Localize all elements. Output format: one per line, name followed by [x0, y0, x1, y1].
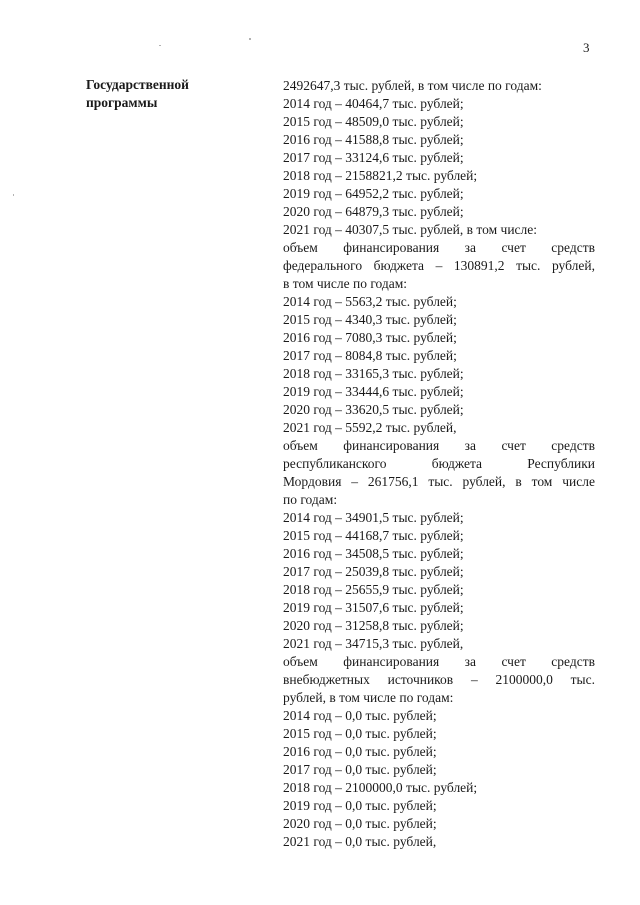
- word: –: [351, 474, 359, 489]
- word: бюджета: [431, 456, 483, 471]
- year-line: 2019 год – 33444,6 тыс. рублей;: [283, 384, 464, 399]
- year-line: 2018 год – 25655,9 тыс. рублей;: [283, 582, 464, 597]
- row-label-line: программы: [86, 95, 158, 110]
- year-line: 2014 год – 5563,2 тыс. рублей;: [283, 294, 457, 309]
- year-line: 2021 год – 5592,2 тыс. рублей,: [283, 420, 457, 435]
- year-line: 2019 год – 31507,6 тыс. рублей;: [283, 600, 464, 615]
- word: 261756,1: [367, 474, 419, 489]
- row-label: [86, 76, 256, 112]
- year-line: 2014 год – 0,0 тыс. рублей;: [283, 708, 437, 723]
- republic-by-years-line: по годам:: [283, 492, 338, 507]
- year-line: 2016 год – 41588,8 тыс. рублей;: [283, 132, 464, 147]
- word: 2100000,0: [495, 672, 553, 687]
- funding-text: [283, 77, 595, 851]
- word: за: [464, 654, 476, 669]
- word: финансирования: [343, 438, 440, 453]
- intro-line: 2492647,3 тыс. рублей, в том числе по годам:: [283, 78, 542, 93]
- word: республиканского: [283, 456, 387, 471]
- word: источников: [387, 672, 454, 687]
- word: счет: [501, 438, 526, 453]
- word: объем: [283, 654, 318, 669]
- word: рублей,: [462, 474, 506, 489]
- word: в: [515, 474, 522, 489]
- federal-amount-line: [283, 257, 595, 275]
- republic-years-list: [283, 509, 595, 653]
- scan-speck: [249, 38, 251, 40]
- year-line: 2016 год – 0,0 тыс. рублей;: [283, 744, 437, 759]
- year-line: 2016 год – 34508,5 тыс. рублей;: [283, 546, 464, 561]
- federal-heading-line: [283, 239, 595, 257]
- year-line: 2014 год – 34901,5 тыс. рублей;: [283, 510, 464, 525]
- word: счет: [501, 240, 526, 255]
- word: Республики: [527, 456, 595, 471]
- year-line: 2018 год – 33165,3 тыс. рублей;: [283, 366, 464, 381]
- republic-amount-line: [283, 473, 595, 491]
- federal-years-list: [283, 293, 595, 437]
- year-line: 2015 год – 0,0 тыс. рублей;: [283, 726, 437, 741]
- word: счет: [501, 654, 526, 669]
- republic-budget-line: [283, 455, 595, 473]
- word: федерального: [283, 258, 363, 273]
- word: числе: [562, 474, 595, 489]
- republic-heading-line: [283, 437, 595, 455]
- word: финансирования: [343, 654, 440, 669]
- word: –: [435, 258, 443, 273]
- word: объем: [283, 438, 318, 453]
- offbudget-amount-line: [283, 671, 595, 689]
- offbudget-years-list: [283, 707, 595, 851]
- year-line: 2021 год – 40307,5 тыс. рублей, в том числе:: [283, 222, 538, 237]
- word: за: [464, 438, 476, 453]
- word: том: [531, 474, 553, 489]
- word: внебюджетных: [283, 672, 370, 687]
- word: тыс.: [516, 258, 541, 273]
- year-line: 2019 год – 64952,2 тыс. рублей;: [283, 186, 464, 201]
- federal-by-years-line: в том числе по годам:: [283, 276, 408, 291]
- year-line: 2014 год – 40464,7 тыс. рублей;: [283, 96, 464, 111]
- year-line: 2021 год – 34715,3 тыс. рублей,: [283, 636, 464, 651]
- page-number: 3: [583, 40, 590, 55]
- offbudget-by-years-line: рублей, в том числе по годам:: [283, 690, 454, 705]
- word: средств: [551, 438, 595, 453]
- year-line: 2016 год – 7080,3 тыс. рублей;: [283, 330, 457, 345]
- year-line: 2020 год – 64879,3 тыс. рублей;: [283, 204, 464, 219]
- word: средств: [551, 654, 595, 669]
- year-line: 2017 год – 0,0 тыс. рублей;: [283, 762, 437, 777]
- word: бюджета: [373, 258, 425, 273]
- year-line: 2015 год – 4340,3 тыс. рублей;: [283, 312, 457, 327]
- word: тыс.: [570, 672, 595, 687]
- year-line: 2020 год – 33620,5 тыс. рублей;: [283, 402, 464, 417]
- year-line: 2020 год – 0,0 тыс. рублей;: [283, 816, 437, 831]
- year-line: 2018 год – 2158821,2 тыс. рублей;: [283, 168, 478, 183]
- word: –: [470, 672, 478, 687]
- word: Мордовия: [283, 474, 342, 489]
- year-line: 2017 год – 33124,6 тыс. рублей;: [283, 150, 464, 165]
- year-line: 2021 год – 0,0 тыс. рублей,: [283, 834, 437, 849]
- year-line: 2018 год – 2100000,0 тыс. рублей;: [283, 780, 478, 795]
- scan-speck: [13, 194, 14, 196]
- year-line: 2017 год – 25039,8 тыс. рублей;: [283, 564, 464, 579]
- word: 130891,2: [453, 258, 505, 273]
- year-line: 2017 год – 8084,8 тыс. рублей;: [283, 348, 457, 363]
- word: финансирования: [343, 240, 440, 255]
- word: объем: [283, 240, 318, 255]
- offbudget-heading-line: [283, 653, 595, 671]
- word: средств: [551, 240, 595, 255]
- word: рублей,: [551, 258, 595, 273]
- word: за: [464, 240, 476, 255]
- year-line: 2019 год – 0,0 тыс. рублей;: [283, 798, 437, 813]
- year-line: 2015 год – 44168,7 тыс. рублей;: [283, 528, 464, 543]
- total-years-list: [283, 95, 595, 239]
- scan-speck: [159, 45, 161, 46]
- year-line: 2015 год – 48509,0 тыс. рублей;: [283, 114, 464, 129]
- row-label-line: Государственной: [86, 77, 189, 92]
- year-line: 2020 год – 31258,8 тыс. рублей;: [283, 618, 464, 633]
- word: тыс.: [428, 474, 453, 489]
